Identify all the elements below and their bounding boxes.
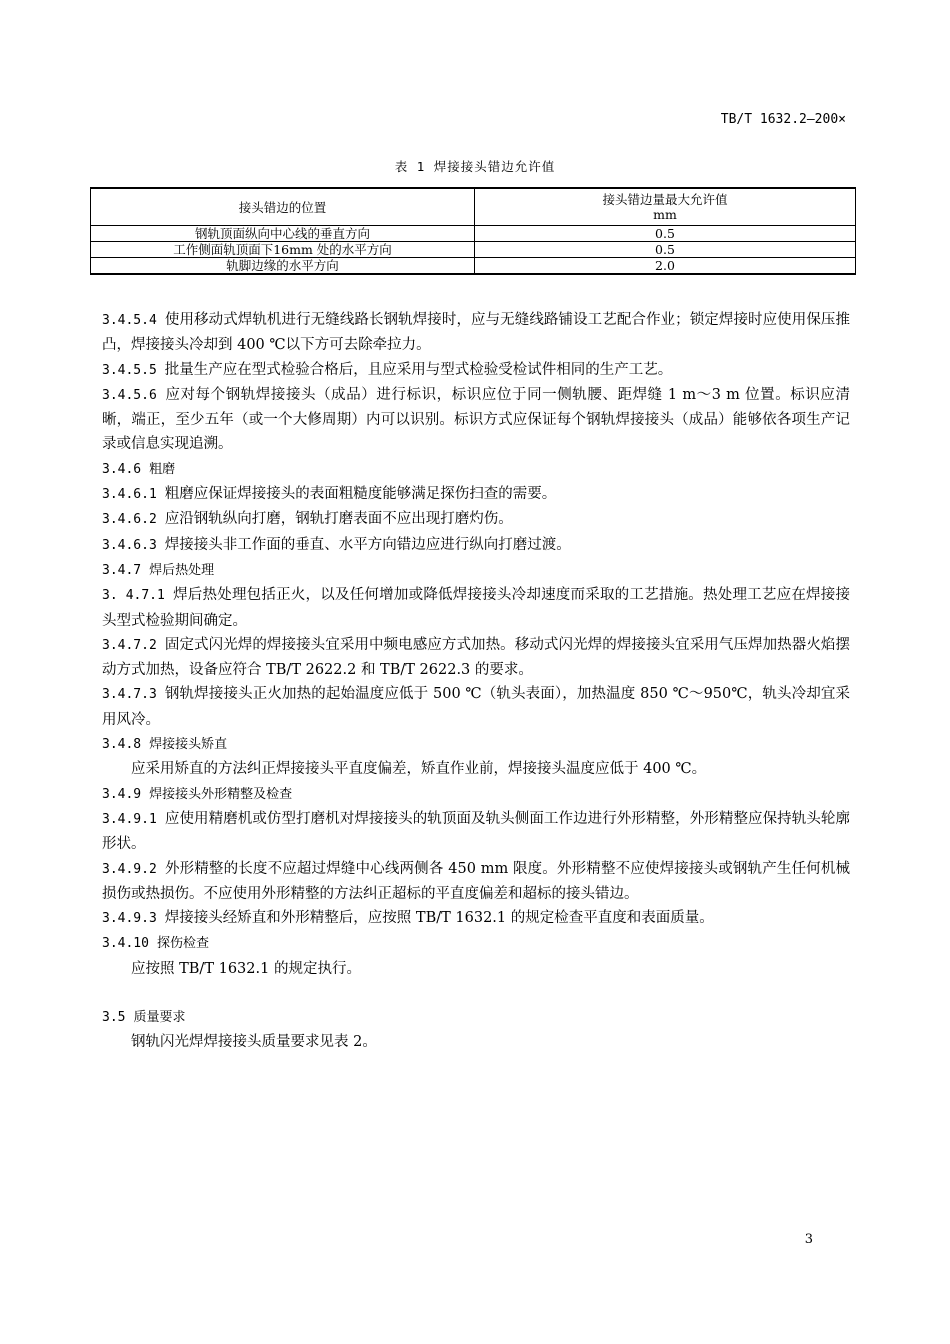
clause-number: 3.4.9.3: [102, 911, 157, 927]
section-heading: [102, 732, 850, 757]
clause-text: 固定式闪光焊的焊接接头宜采用中频电感应方式加热。移动式闪光焊的焊接接头宜采用气压焊加热器火焰摆动方式加热，设备应符合 TB/T 2622.2 和 TB/T 2622.3 的要求。: [102, 636, 850, 679]
row-position: 钢轨顶面纵向中心线的垂直方向: [91, 226, 475, 242]
table-row: [91, 226, 856, 242]
clause-paragraph: [102, 358, 850, 383]
row-value: 2.0: [475, 258, 856, 275]
blank-line: [102, 981, 850, 1005]
clause-number: 3.4.7.2: [102, 637, 157, 653]
heading-text: 焊接接头矫直: [149, 737, 228, 753]
header-value-label: 接头错边量最大允许值: [602, 192, 728, 207]
clause-number: 3.4.5.4: [102, 313, 157, 328]
table-body: [91, 226, 856, 275]
row-value: 0.5: [475, 242, 856, 258]
heading-text: 探伤检查: [156, 936, 209, 952]
clause-paragraph: [102, 482, 850, 507]
clause-paragraph: [102, 757, 850, 781]
heading-text: 粗磨: [149, 461, 176, 477]
clause-paragraph: [102, 682, 850, 732]
section-heading: [102, 457, 850, 482]
heading-text: 质量要求: [133, 1010, 186, 1026]
clause-text: 钢轨焊接接头正火加热的起始温度应低于 500 ℃（轨头表面），加热温度 850 ℃～950℃，轨头冷却宜采用风冷。: [102, 686, 850, 728]
clause-number: 3.4.6.2: [102, 512, 157, 528]
clause-number: 3.4.10: [102, 936, 149, 952]
clause-paragraph: [102, 807, 850, 857]
clause-paragraph: [102, 906, 850, 931]
clause-number: 3.4.6.1: [102, 487, 157, 503]
header-value: [475, 188, 856, 226]
clause-number: 3.4.9.2: [102, 861, 157, 877]
tolerance-table: [90, 187, 856, 275]
clause-number: 3.4.7: [102, 562, 142, 578]
clause-paragraph: [102, 857, 850, 907]
document-code: TB/T 1632.2—200×: [720, 112, 846, 127]
row-value: 0.5: [475, 226, 856, 242]
clause-number: 3.4.6.3: [102, 537, 157, 553]
clause-text: 应对每个钢轨焊接接头（成品）进行标识，标识应位于同一侧轨腰、距焊缝 1 m～3 m 位置。标识应清晰，端正，至少五年（或一个大修周期）内可以识别。标识方式应保证每个钢轨焊接接头（成品）能够依各项生产记录或信息实现追溯。: [102, 386, 850, 453]
clause-number: 3.4.9: [102, 786, 142, 802]
clause-paragraph: [102, 583, 850, 633]
clause-text: 应采用矫直的方法纠正焊接接头平直度偏差，矫直作业前，焊接接头温度应低于 400 ℃。: [131, 761, 707, 778]
clause-text: 外形精整的长度不应超过焊缝中心线两侧各 450 mm 限度。外形精整不应使焊接接头或钢轨产生任何机械损伤或热损伤。不应使用外形精整的方法纠正超标的平直度偏差和超标的接头错边。: [102, 860, 850, 902]
clause-number: 3.4.5.5: [102, 362, 157, 378]
clause-paragraph: [102, 533, 850, 558]
clause-number: 3.4.8: [102, 737, 142, 753]
clause-text: 粗磨应保证焊接接头的表面粗糙度能够满足探伤扫查的需要。: [164, 486, 557, 503]
header-position: 接头错边的位置: [91, 188, 475, 226]
clause-text: 焊接接头非工作面的垂直、水平方向错边应进行纵向打磨过渡。: [164, 536, 571, 553]
table-row: [91, 258, 856, 275]
clause-text: 焊接接头经矫直和外形精整后，应按照 TB/T 1632.1 的规定检查平直度和表面质量。: [164, 910, 714, 927]
clause-paragraph: [102, 633, 850, 683]
table-header-row: [91, 188, 856, 226]
row-position: 轨脚边缘的水平方向: [91, 258, 475, 275]
heading-text: 焊接接头外形精整及检查: [149, 786, 293, 802]
clause-text: 应按照 TB/T 1632.1 的规定执行。: [131, 960, 361, 977]
clause-paragraph: [102, 1030, 850, 1054]
heading-text: 焊后热处理: [149, 562, 215, 578]
table-title: 表 1 焊接接头错边允许值: [394, 159, 556, 174]
clause-number: 3.4.9.1: [102, 811, 157, 827]
clause-paragraph: [102, 507, 850, 532]
clause-text: 钢轨闪光焊焊接接头质量要求见表 2。: [131, 1034, 377, 1051]
clause-text: 使用移动式焊轨机进行无缝线路长钢轨焊接时，应与无缝线路铺设工艺配合作业；锁定焊接时应使用保压推凸，焊接接头冷却到 400 ℃以下方可去除牵拉力。: [102, 312, 850, 354]
section-heading: [102, 931, 850, 956]
table-row: [91, 242, 856, 258]
section-heading: [102, 558, 850, 583]
clause-paragraph: [102, 957, 850, 981]
section-heading: [102, 782, 850, 807]
clause-text: 应使用精磨机或仿型打磨机对焊接接头的轨顶面及轨头侧面工作边进行外形精整，外形精整应保持轨头轮廓形状。: [102, 810, 850, 853]
clause-paragraph: [102, 383, 850, 457]
header-value-unit: mm: [653, 207, 677, 222]
body-text: [102, 308, 850, 1055]
clause-paragraph: [102, 308, 850, 358]
clause-number: 3.4.5.6: [102, 387, 157, 403]
clause-number: 3.4.7.3: [102, 687, 157, 703]
clause-number: 3. 4.7.1: [102, 588, 165, 604]
row-position: 工作侧面轨顶面下16mm 处的水平方向: [91, 242, 475, 258]
clause-number: 3.4.6: [102, 461, 142, 477]
page-number: 3: [804, 1232, 813, 1247]
section-heading: [102, 1005, 850, 1030]
clause-text: 焊后热处理包括正火，以及任何增加或降低焊接接头冷却速度而采取的工艺措施。热处理工艺应在焊接接头型式检验期间确定。: [102, 587, 850, 629]
clause-text: 批量生产应在型式检验合格后，且应采用与型式检验受检试件相同的生产工艺。: [164, 361, 673, 378]
clause-number: 3.5: [102, 1010, 126, 1026]
clause-text: 应沿钢轨纵向打磨，钢轨打磨表面不应出现打磨灼伤。: [164, 511, 513, 528]
